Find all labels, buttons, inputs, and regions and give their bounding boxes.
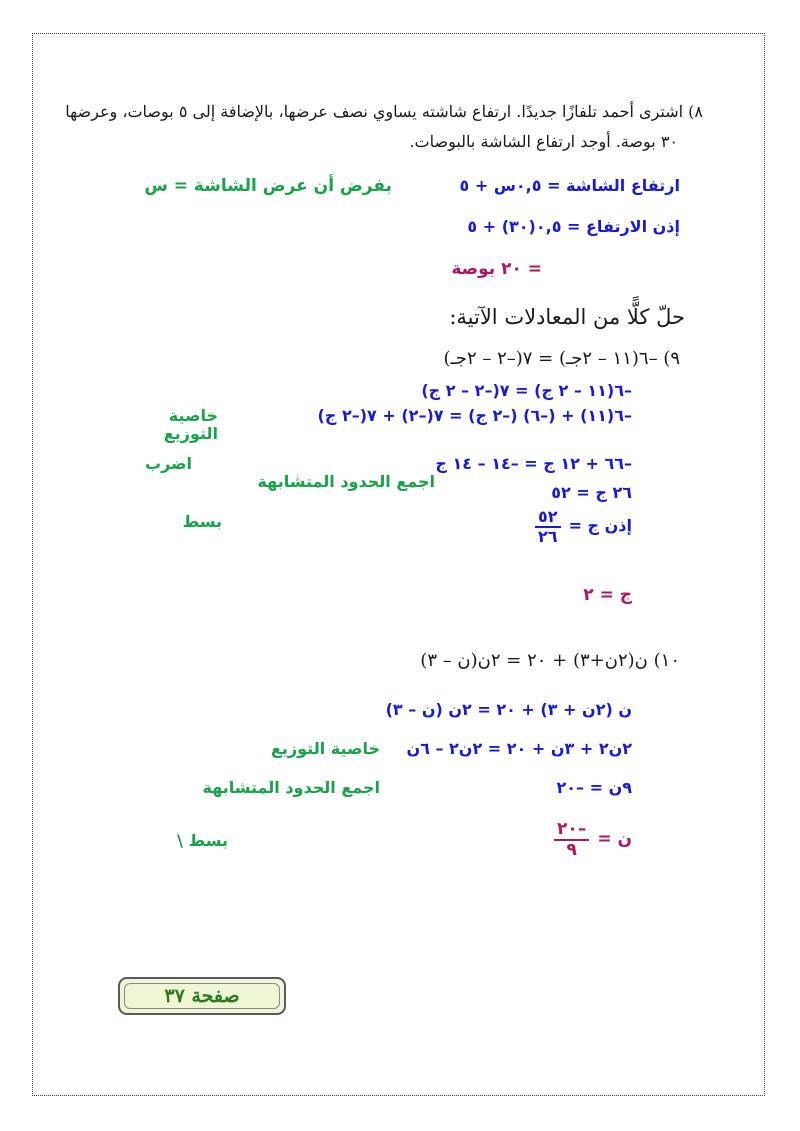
problem-9-step-2: –٦(١١) + (–٦) (–٢ ج) = ٧(–٢) + ٧(–٢ ج) bbox=[317, 406, 632, 425]
problem-10-answer-numerator: –٢٠ bbox=[554, 820, 589, 841]
problem-9-step-1: –٦(١١ – ٢ ج) = ٧(–٢ – ٢ ج) bbox=[421, 381, 632, 400]
page-number-label: صفحة ٣٧ bbox=[164, 985, 240, 1007]
page-number-box bbox=[118, 977, 286, 1015]
problem-10-step-1: ن (٢ن + ٣) + ٢٠ = ٢ن (ن – ٣) bbox=[385, 700, 632, 719]
problem-9-step-5-fraction bbox=[535, 508, 561, 545]
problem-8-text-line-2: ٣٠ بوصة. أوجد ارتفاع الشاشة بالبوصات. bbox=[409, 132, 678, 151]
problem-9-step-5-prefix: إذن ج = bbox=[568, 516, 632, 536]
problem-10-answer bbox=[550, 820, 632, 859]
problem-10-step-2-note: خاصية التوزيع bbox=[270, 739, 380, 758]
problem-9-step-5 bbox=[531, 508, 632, 545]
problem-9-step-4-note: اجمع الحدود المتشابهة bbox=[257, 472, 435, 491]
problem-9-answer: ج = ٢ bbox=[583, 585, 632, 605]
problem-9-equation: ٩) –٦(١١ – ٢جـ) = ٧(–٢ – ٢جـ) bbox=[443, 348, 680, 369]
problem-10-equation: ١٠) ن(٢ن+٣) + ٢٠ = ٢ن(ن – ٣) bbox=[420, 650, 680, 671]
problem-8-answer: = ٢٠ بوصة bbox=[451, 259, 542, 279]
problem-8-height-expression: ارتفاع الشاشة = ٠,٥س + ٥ bbox=[459, 176, 680, 195]
problem-10-step-2: ٢ن٢ + ٣ن + ٢٠ = ٢ن٢ – ٦ن bbox=[406, 739, 632, 758]
problem-9-step-3-note: اضرب bbox=[145, 454, 192, 473]
problem-8-assumption: بفرض أن عرض الشاشة = س bbox=[144, 176, 392, 196]
problem-9-step-3: –٦٦ + ١٢ ج = –١٤ – ١٤ ج bbox=[435, 454, 632, 473]
problem-8-text-line-1: ٨) اشترى أحمد تلفازًا جديدًا. ارتفاع شاشته يساوي نصف عرضها، بالإضافة إلى ٥ بوصات، وعرضها bbox=[65, 102, 703, 121]
problem-10-step-3: ٩ن = –٢٠ bbox=[556, 778, 632, 797]
problem-9-step-5-numerator: ٥٢ bbox=[535, 508, 561, 528]
section-heading: حلّ كلًّا من المعادلات الآتية: bbox=[449, 305, 685, 329]
problem-9-step-5-note: بسط bbox=[182, 512, 222, 531]
problem-9-step-4: ٢٦ ج = ٥٢ bbox=[551, 483, 632, 502]
problem-10-answer-denominator: ٩ bbox=[566, 839, 577, 860]
problem-10-step-3-note: اجمع الحدود المتشابهة bbox=[202, 778, 380, 797]
problem-9-step-2-note: خاصية التوزيع bbox=[163, 406, 218, 444]
problem-8-substitution: إذن الارتفاع = ٠,٥(٣٠) + ٥ bbox=[467, 217, 680, 236]
problem-10-answer-note: بسط \ bbox=[177, 831, 228, 850]
problem-10-answer-prefix: ن = bbox=[597, 828, 632, 849]
problem-9-step-5-denominator: ٢٦ bbox=[538, 526, 558, 546]
problem-10-answer-fraction bbox=[554, 820, 589, 859]
